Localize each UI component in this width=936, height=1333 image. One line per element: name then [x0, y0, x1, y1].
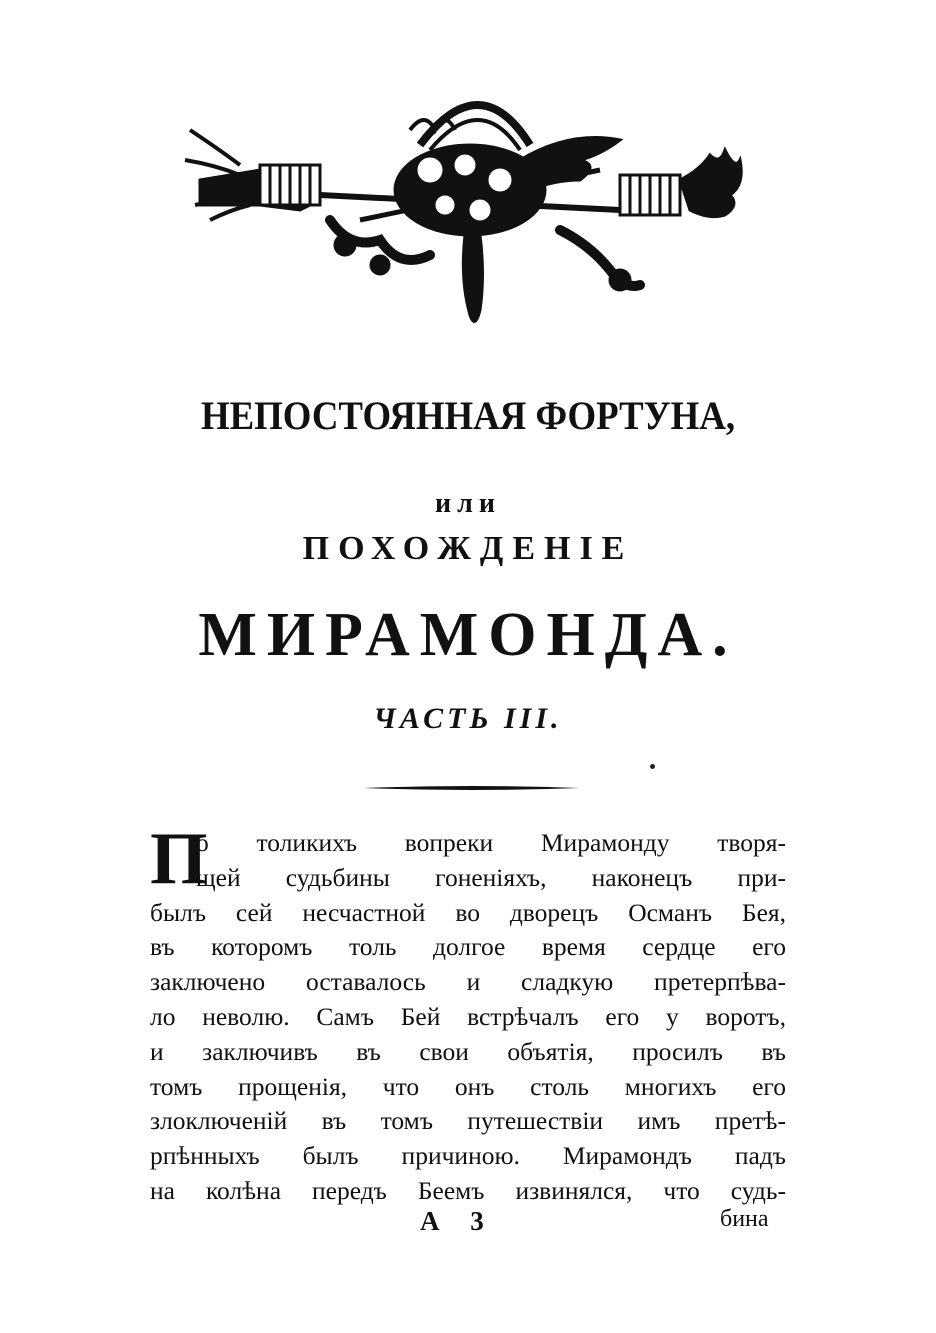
signature-mark: А 3	[420, 1206, 496, 1236]
body-line: о толикихъ вопреки Мирамонду творя-	[196, 828, 786, 857]
body-line: томъ прощенiя, что онъ столь многихъ его	[150, 1071, 786, 1101]
body-line: былъ сей несчастной во дворецъ Османъ Бея,	[150, 897, 786, 927]
body-line: рпѣнныхъ былъ причиною. Мирамондъ падъ	[150, 1141, 786, 1171]
title-line-1: НЕПОСТОЯННАЯ ФОРТУНА,	[200, 393, 736, 438]
catchword: бина	[720, 1206, 769, 1232]
part-heading: ЧАСТЬ III.	[373, 702, 563, 735]
body-line: и заключивъ въ свои объятiя, просилъ въ	[150, 1036, 786, 1066]
title-line-2: или	[435, 488, 501, 519]
body-line: на колѣна передъ Беемъ извинялся, что судь-	[150, 1175, 786, 1205]
ink-speck	[650, 764, 655, 769]
body-text	[150, 818, 786, 1209]
title-line-4: МИРАМОНДА.	[198, 601, 738, 669]
divider-rule	[364, 784, 580, 792]
ornamental-vignette-icon	[180, 70, 760, 350]
body-line: ло неволю. Самъ Бей встрѣчалъ его у воротъ,	[150, 1001, 786, 1031]
drop-cap: П	[150, 818, 208, 900]
body-line: въ которомъ толь долгое время сердце его	[150, 932, 786, 962]
body-line: щей судьбины гоненiяхъ, наконецъ при-	[196, 862, 786, 892]
body-line: злоключенiй въ томъ путешествiи имъ претѣ-	[150, 1106, 786, 1136]
body-line: заключено оставалось и сладкую претерпѣва-	[150, 967, 786, 997]
title-line-3: ПОХОЖДЕНIЕ	[302, 530, 634, 567]
